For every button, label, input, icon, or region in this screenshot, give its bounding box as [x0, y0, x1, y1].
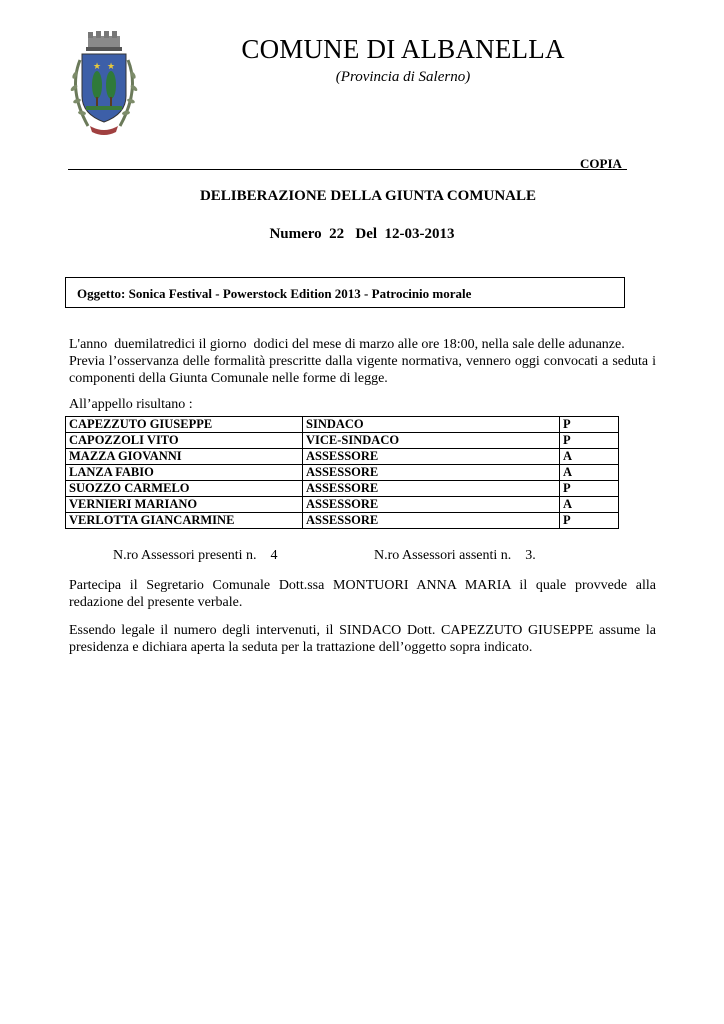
member-status: A	[560, 497, 619, 513]
member-role: SINDACO	[303, 417, 560, 433]
member-name: LANZA FABIO	[66, 465, 303, 481]
copy-mark: COPIA	[580, 156, 622, 171]
member-role: ASSESSORE	[303, 513, 560, 529]
table-row	[66, 417, 619, 433]
absent-count: N.ro Assessori assenti n. 3.	[374, 548, 536, 563]
paragraph-secretary: Partecipa il Segretario Comunale Dott.ssa MONTUORI ANNA MARIA il quale provvede alla redazione del presente verbale.	[69, 578, 656, 610]
province-subtitle: (Provincia di Salerno)	[335, 69, 471, 85]
member-status: A	[560, 449, 619, 465]
member-role: ASSESSORE	[303, 465, 560, 481]
deliberation-heading: DELIBERAZIONE DELLA GIUNTA COMUNALE	[199, 188, 537, 204]
header-divider	[68, 169, 627, 170]
table-row	[66, 433, 619, 449]
table-row	[66, 465, 619, 481]
member-role: VICE-SINDACO	[303, 433, 560, 449]
member-status: A	[560, 465, 619, 481]
member-name: MAZZA GIOVANNI	[66, 449, 303, 465]
member-role: ASSESSORE	[303, 497, 560, 513]
member-name: CAPOZZOLI VITO	[66, 433, 303, 449]
svg-text:★: ★	[107, 62, 116, 72]
table-row	[66, 497, 619, 513]
subject-text: Oggetto: Sonica Festival - Powerstock Edition 2013 - Patrocinio morale	[77, 286, 472, 301]
member-role: ASSESSORE	[303, 449, 560, 465]
member-role: ASSESSORE	[303, 481, 560, 497]
paragraph-presidency: Essendo legale il numero degli intervenuti, il SINDACO Dott. CAPEZZUTO GIUSEPPE assume la presidenza e dichiara aperta la seduta per la trattazione dell’oggetto sopra indicato.	[69, 623, 656, 655]
svg-text:★: ★	[93, 62, 102, 72]
table-row	[66, 513, 619, 529]
paragraph-convocation: Previa l’osservanza delle formalità prescritte dalla vigente normativa, vennero oggi convocati a seduta i componenti della Giunta Comunale nelle forme di legge.	[69, 354, 656, 386]
present-count: N.ro Assessori presenti n. 4	[113, 548, 278, 563]
member-name: VERNIERI MARIANO	[66, 497, 303, 513]
deliberation-number: Numero 22 Del 12-03-2013	[269, 226, 455, 242]
municipality-title: COMUNE DI ALBANELLA	[241, 34, 565, 64]
member-status: P	[560, 433, 619, 449]
member-name: CAPEZZUTO GIUSEPPE	[66, 417, 303, 433]
member-name: SUOZZO CARMELO	[66, 481, 303, 497]
table-row	[66, 449, 619, 465]
paragraph-date: L'anno duemilatredici il giorno dodici del mese di marzo alle ore 18:00, nella sale delle adunanze.	[69, 337, 625, 352]
table-row	[66, 481, 619, 497]
member-status: P	[560, 513, 619, 529]
member-name: VERLOTTA GIANCARMINE	[66, 513, 303, 529]
member-status: P	[560, 481, 619, 497]
member-status: P	[560, 417, 619, 433]
paragraph-roll-call-intro: All’appello risultano :	[69, 397, 193, 412]
roll-call-table	[65, 416, 619, 529]
